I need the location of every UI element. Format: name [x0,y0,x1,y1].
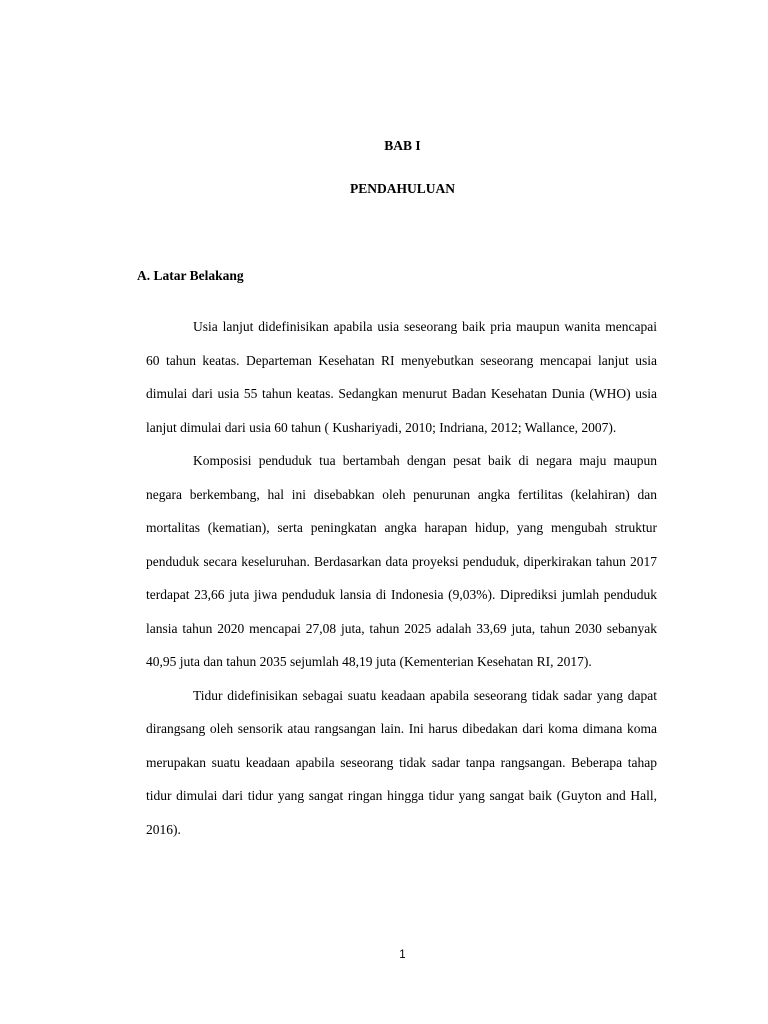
chapter-title: PENDAHULUAN [349,181,455,196]
page-number: 1 [399,949,406,961]
paragraph-3: Tidur didefinisikan sebagai suatu keadaan apabila seseorang tidak sadar yang dapat dirangsang oleh sensorik atau rangsangan lain. Ini harus dibedakan dari koma dimana koma merupakan suatu keadaan apabila seseorang tidak sadar tanpa rangsangan. Beberapa tahap tidur dimulai dari tidur yang sangat ringan hingga tidur yang sangat baik (Guyton and Hall, 2016). [146,687,657,837]
section-heading: A. Latar Belakang [137,268,244,283]
body-text [146,310,657,846]
chapter-number: BAB I [384,138,421,153]
paragraph-2: Komposisi penduduk tua bertambah dengan pesat baik di negara maju maupun negara berkembang, hal ini disebabkan oleh penurunan angka fertilitas (kelahiran) dan mortalitas (kematian), serta peningkatan angka harapan hidup, yang mengubah struktur penduduk secara keseluruhan. Berdasarkan data proyeksi penduduk, diperkirakan tahun 2017 terdapat 23,66 juta jiwa penduduk lansia di Indonesia (9,03%). Diprediksi jumlah penduduk lansia tahun 2020 mencapai 27,08 juta, tahun 2025 adalah 33,69 juta, tahun 2030 sebanyak 40,95 juta dan tahun 2035 sejumlah 48,19 juta (Kementerian Kesehatan RI, 2017). [146,453,657,669]
paragraph-1: Usia lanjut didefinisikan apabila usia seseorang baik pria maupun wanita mencapai 60 tahun keatas. Departeman Kesehatan RI menyebutkan seseorang mencapai lanjut usia dimulai dari usia 55 tahun keatas. Sedangkan menurut Badan Kesehatan Dunia (WHO) usia lanjut dimulai dari usia 60 tahun ( Kushariyadi, 2010; Indriana, 2012; Wallance, 2007). [146,319,657,435]
